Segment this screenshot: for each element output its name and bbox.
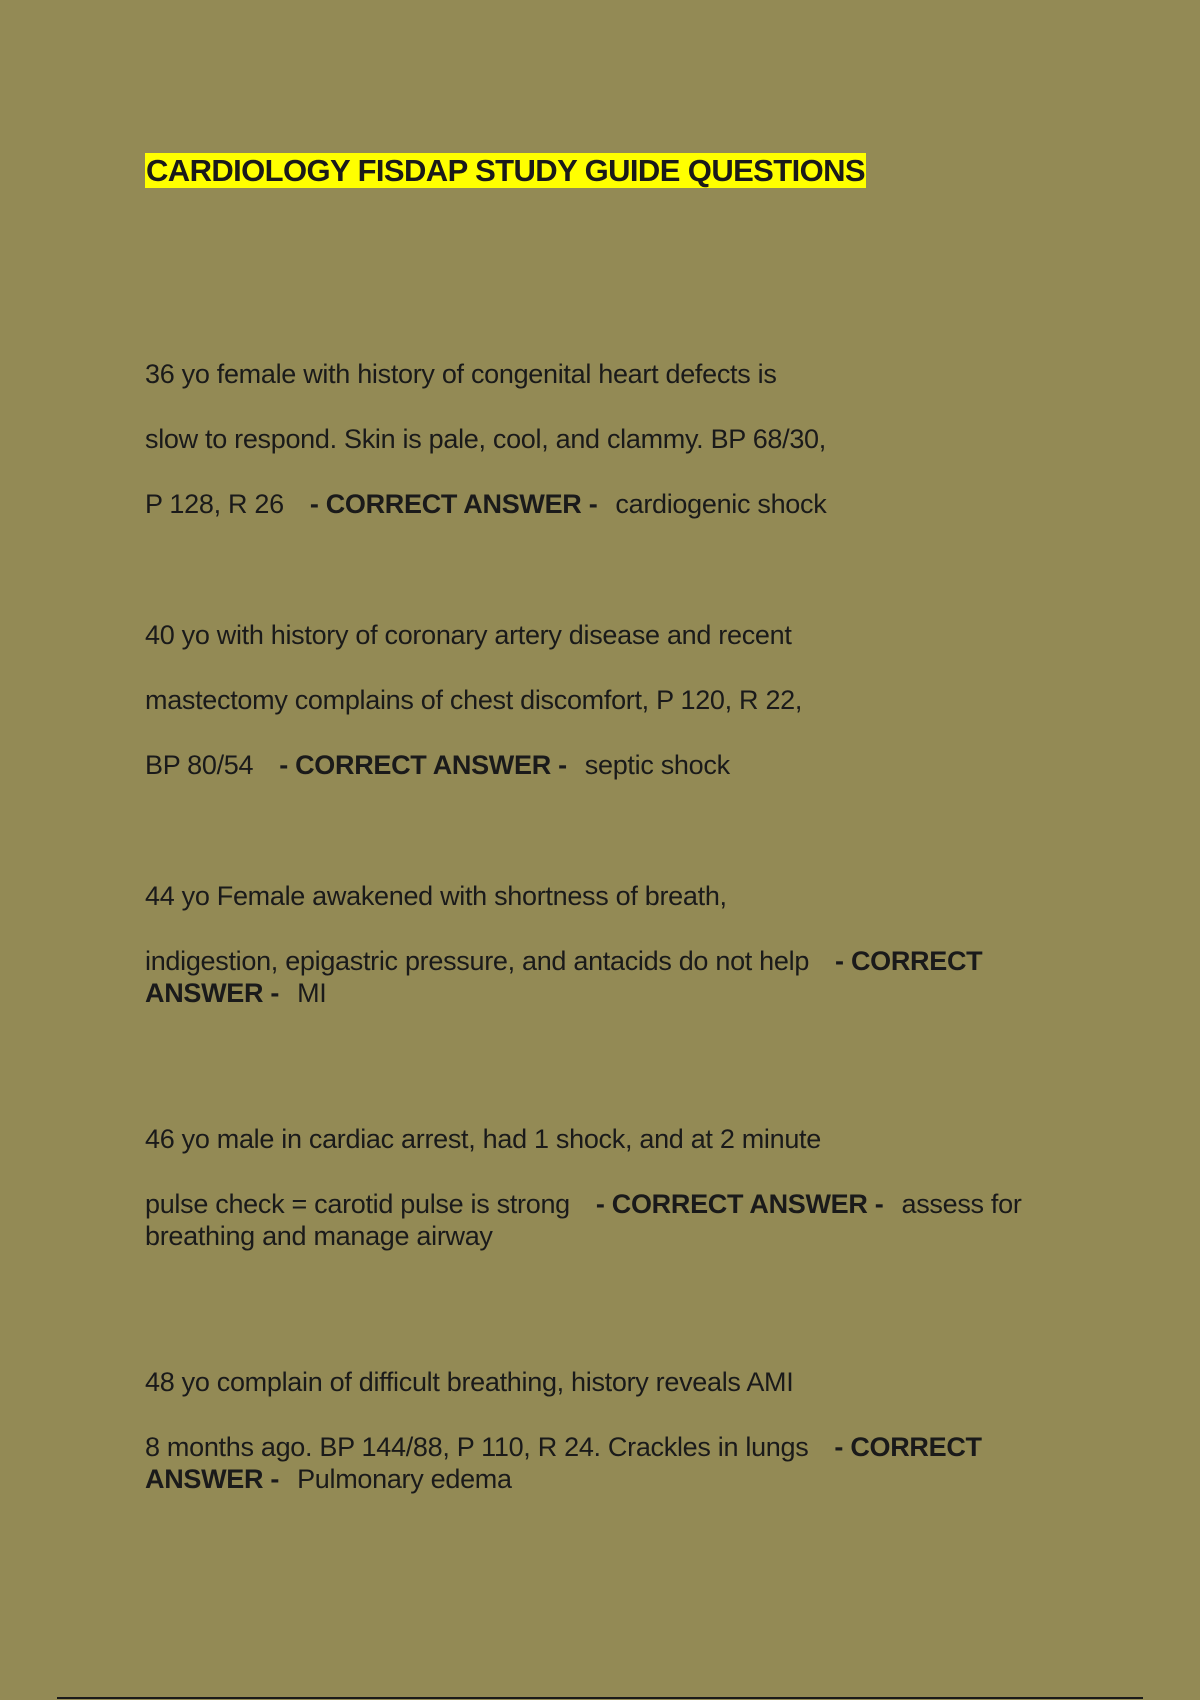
answer-text: septic shock [584,750,730,780]
question-item [145,1366,1085,1495]
correct-answer-label: - CORRECT ANSWER - [309,489,598,519]
correct-answer-label: - CORRECT ANSWER - [145,1432,982,1494]
correct-answer-label: - CORRECT ANSWER - [145,946,983,1008]
question-text: pulse check = carotid pulse is strong [145,1189,570,1219]
title-highlight: CARDIOLOGY FISDAP STUDY GUIDE QUESTIONS [146,153,865,188]
question-answer-line [145,488,1085,520]
question-answer-line [145,749,1085,781]
question-text: 40 yo with history of coronary artery disease and recent [145,620,792,650]
question-text: slow to respond. Skin is pale, cool, and clammy. BP 68/30, [145,424,826,454]
correct-answer-label: - CORRECT ANSWER - [279,750,567,780]
question-text: 36 yo female with history of congenital heart defects is [145,359,777,389]
question-text: BP 80/54 [145,750,254,780]
question-text: 48 yo complain of difficult breathing, history reveals AMI [145,1367,794,1397]
page-bottom-rule [57,1697,1143,1699]
question-answer-line [145,945,1085,1009]
question-text: P 128, R 26 [145,489,284,519]
question-answer-line [145,1188,1085,1252]
question-answer-line [145,1431,1085,1495]
question-text: indigestion, epigastric pressure, and antacids do not help [145,946,810,976]
question-item [145,358,1085,520]
answer-text: assess for breathing and manage airway [145,1189,1022,1251]
answer-text: cardiogenic shock [615,489,827,519]
question-item [145,880,1085,1009]
document-title [145,148,866,194]
question-text: 46 yo male in cardiac arrest, had 1 shock, and at 2 minute [145,1124,821,1154]
question-text: 44 yo Female awakened with shortness of breath, [145,881,727,911]
question-text: mastectomy complains of chest discomfort, P 120, R 22, [145,685,803,715]
answer-text: MI [297,978,327,1008]
answer-text: Pulmonary edema [297,1464,512,1494]
question-item [145,619,1085,781]
correct-answer-label: - CORRECT ANSWER - [595,1189,884,1219]
question-item [145,1123,1085,1252]
question-text: 8 months ago. BP 144/88, P 110, R 24. Crackles in lungs [145,1432,809,1462]
